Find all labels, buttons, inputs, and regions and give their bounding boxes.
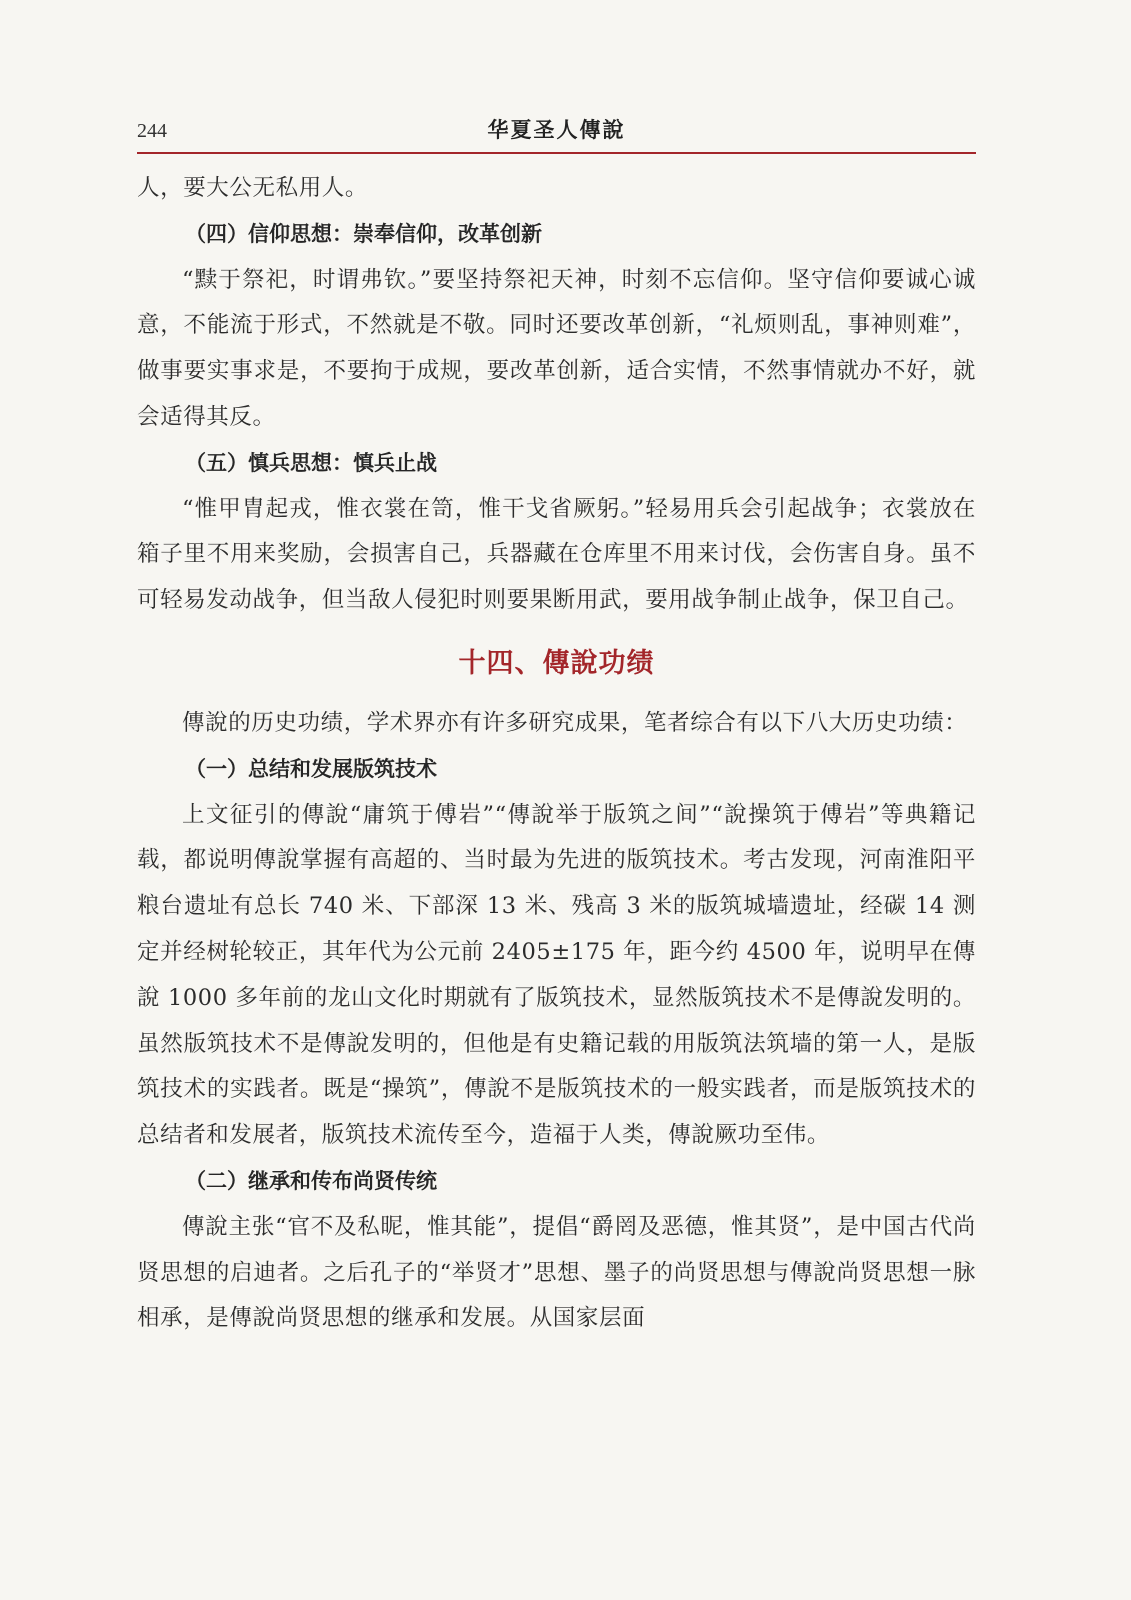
subheading: （四）信仰思想：崇奉信仰，改革创新 bbox=[185, 221, 542, 246]
paragraph: 人，要大公无私用人。 bbox=[137, 175, 369, 201]
subheading: （五）慎兵思想：慎兵止战 bbox=[185, 450, 437, 475]
paragraph: 上文征引的傳說“庸筑于傅岩”“傳說举于版筑之间”“說操筑于傅岩”等典籍记载，都说明傳說掌握有高超的、当时最为先进的版筑技术。考古发现，河南淮阳平粮台遗址有总长 740 米、下部深 13 米、残高 3 米的版筑城墙遗址，经碳 14 测定并经树轮较正，其年代为公元前 2405±175 年，距今约 4500 年，说明早在傳說 1000 多年前的龙山文化时期就有了版筑技术，显然版筑技术不是傳說发明的。虽然版筑技术不是傳說发明的，但他是有史籍记载的用版筑法筑墙的第一人，是版筑技术的实践者。既是“操筑”，傳說不是版筑技术的一般实践者，而是版筑技术的总结者和发展者，版筑技术流传至今，造福于人类，傳說厥功至伟。 bbox=[137, 801, 976, 1149]
paragraph: “惟甲胄起戎，惟衣裳在笥，惟干戈省厥躬。”轻易用兵会引起战争；衣裳放在箱子里不用来奖励，会损害自己，兵器藏在仓库里不用来讨伐，会伤害自身。虽不可轻易发动战争，但当敌人侵犯时则要果断用武，要用战争制止战争，保卫自己。 bbox=[137, 495, 976, 614]
paragraph: 傳說的历史功绩，学术界亦有许多研究成果，笔者综合有以下八大历史功绩： bbox=[182, 709, 968, 736]
body-text bbox=[137, 166, 976, 1342]
section-title: 十四、傳說功绩 bbox=[458, 647, 655, 679]
subheading: （二）继承和传布尚贤传统 bbox=[185, 1168, 437, 1193]
paragraph: “黩于祭祀，时谓弗钦。”要坚持祭祀天神，时刻不忘信仰。坚守信仰要诚心诚意，不能流于形式，不然就是不敬。同时还要改革创新，“礼烦则乱，事神则难”，做事要实事求是，不要拘于成规，要改革创新，适合实情，不然事情就办不好，就会适得其反。 bbox=[137, 266, 976, 430]
page-number: 244 bbox=[137, 120, 167, 142]
running-title: 华夏圣人傳說 bbox=[487, 118, 626, 142]
header-rule bbox=[137, 152, 976, 154]
page-header bbox=[137, 108, 976, 156]
paragraph: 傳說主张“官不及私昵，惟其能”，提倡“爵罔及恶德，惟其贤”，是中国古代尚贤思想的启迪者。之后孔子的“举贤才”思想、墨子的尚贤思想与傳說尚贤思想一脉相承，是傳說尚贤思想的继承和发展。从国家层面 bbox=[137, 1213, 976, 1332]
subheading: （一）总结和发展版筑技术 bbox=[185, 756, 437, 781]
